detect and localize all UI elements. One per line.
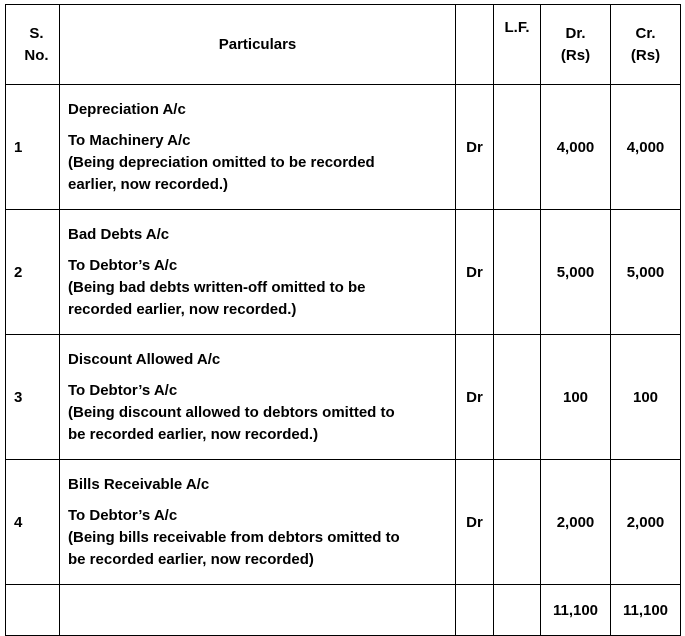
entry-lf — [494, 460, 541, 585]
entry-dr-amount: 2,000 — [541, 460, 611, 585]
header-type-blank — [456, 5, 494, 85]
total-type-blank — [456, 585, 494, 636]
entry-lf — [494, 210, 541, 335]
debit-account: Bills Receivable A/c — [68, 475, 210, 493]
header-dr — [541, 5, 611, 85]
debit-account: Discount Allowed A/c — [68, 350, 221, 368]
narration-line2: be recorded earlier, now recorded) — [68, 550, 314, 568]
entry-sno: 4 — [6, 460, 60, 585]
header-sno-line2: No. — [24, 46, 49, 64]
narration-line1: (Being bad debts written-off omitted to be — [68, 278, 366, 296]
credit-account: To Machinery A/c — [68, 131, 191, 149]
entry-lf — [494, 335, 541, 460]
header-particulars: Particulars — [60, 5, 456, 85]
entry-dr-amount: 4,000 — [541, 85, 611, 210]
table-row — [6, 335, 681, 460]
journal-table — [5, 4, 681, 636]
entry-type: Dr — [456, 335, 494, 460]
header-row — [6, 5, 681, 85]
table-row — [6, 210, 681, 335]
entry-cr-amount: 2,000 — [611, 460, 681, 585]
header-sno-line1: S. — [29, 24, 44, 42]
entry-type: Dr — [456, 210, 494, 335]
total-sno-blank — [6, 585, 60, 636]
entry-particulars — [60, 460, 456, 585]
total-cr-amount: 11,100 — [611, 585, 681, 636]
header-cr-line2: (Rs) — [630, 46, 661, 64]
total-row — [6, 585, 681, 636]
narration-line2: recorded earlier, now recorded.) — [68, 300, 297, 318]
entry-cr-amount: 100 — [611, 335, 681, 460]
header-sno — [6, 5, 60, 85]
table-row — [6, 85, 681, 210]
credit-account: To Debtor’s A/c — [68, 381, 178, 399]
entry-type: Dr — [456, 460, 494, 585]
debit-account: Bad Debts A/c — [68, 225, 170, 243]
total-dr-amount: 11,100 — [541, 585, 611, 636]
entry-particulars — [60, 210, 456, 335]
entry-particulars — [60, 335, 456, 460]
entry-dr-amount: 5,000 — [541, 210, 611, 335]
table-row — [6, 460, 681, 585]
entry-particulars — [60, 85, 456, 210]
entry-cr-amount: 5,000 — [611, 210, 681, 335]
narration-line1: (Being depreciation omitted to be recorded — [68, 153, 375, 171]
credit-account: To Debtor’s A/c — [68, 256, 178, 274]
header-lf: L.F. — [494, 5, 541, 85]
header-cr-line1: Cr. — [635, 24, 656, 42]
entry-cr-amount: 4,000 — [611, 85, 681, 210]
narration-line2: be recorded earlier, now recorded.) — [68, 425, 319, 443]
credit-account: To Debtor’s A/c — [68, 506, 178, 524]
entry-sno: 1 — [6, 85, 60, 210]
entry-dr-amount: 100 — [541, 335, 611, 460]
narration-line2: earlier, now recorded.) — [68, 175, 229, 193]
header-dr-line1: Dr. — [565, 24, 586, 42]
total-lf-blank — [494, 585, 541, 636]
header-dr-line2: (Rs) — [560, 46, 591, 64]
narration-line1: (Being discount allowed to debtors omitted to — [68, 403, 395, 421]
entry-sno: 2 — [6, 210, 60, 335]
narration-line1: (Being bills receivable from debtors omitted to — [68, 528, 400, 546]
total-particulars-blank — [60, 585, 456, 636]
entry-sno: 3 — [6, 335, 60, 460]
entry-type: Dr — [456, 85, 494, 210]
header-cr — [611, 5, 681, 85]
debit-account: Depreciation A/c — [68, 100, 186, 118]
entry-lf — [494, 85, 541, 210]
